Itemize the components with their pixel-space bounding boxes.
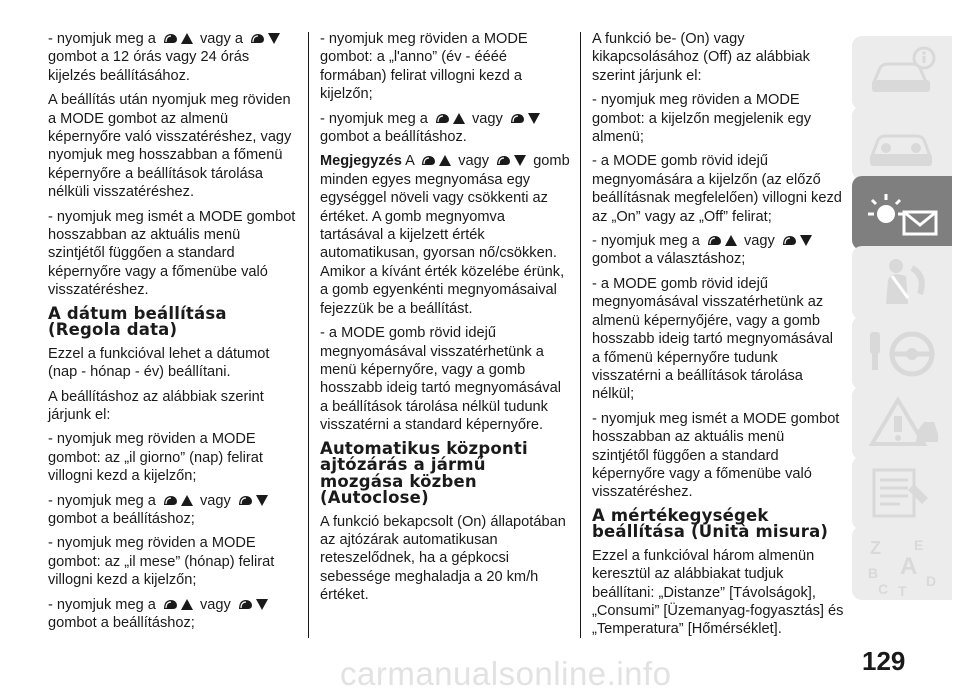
svg-text:D: D bbox=[926, 573, 937, 589]
tab-steering-wheel[interactable] bbox=[852, 316, 952, 390]
text: - nyomjuk meg a bbox=[48, 31, 156, 47]
text: vagy bbox=[744, 233, 775, 250]
svg-text:E: E bbox=[914, 537, 924, 553]
paragraph: A beállításhoz az alábbiak szerint járjunk el: bbox=[48, 388, 264, 423]
up-button-icon bbox=[161, 30, 195, 46]
paragraph bbox=[48, 30, 298, 85]
up-button-icon bbox=[161, 596, 195, 612]
paragraph: A funkció be- (On) vagy kikapcsolásához (Off) az alábbiak szerint járjunk el: bbox=[592, 31, 810, 84]
text: vagy a bbox=[200, 31, 243, 47]
page-number: 129 bbox=[862, 646, 906, 676]
note-label: Megjegyzés bbox=[320, 153, 402, 170]
column-divider bbox=[308, 32, 309, 638]
text: vagy bbox=[472, 110, 503, 127]
roadside-warning-icon bbox=[864, 394, 944, 452]
up-button-icon bbox=[161, 492, 195, 508]
paragraph: - nyomjuk meg ismét a MODE gombot hosszabban az aktuális menü szintjétől függően a standard képernyőre vagy a főmenübe való visszatéréshez. bbox=[48, 208, 296, 299]
svg-text:T: T bbox=[898, 583, 907, 596]
car-info-icon bbox=[864, 44, 944, 102]
text: gombot a beállításhoz; bbox=[48, 614, 195, 631]
down-button-icon bbox=[236, 492, 270, 508]
alphabetical-index-icon bbox=[864, 534, 944, 596]
watermark: carmanualsonline.info bbox=[340, 655, 672, 692]
paragraph bbox=[592, 232, 844, 269]
column-middle bbox=[320, 30, 570, 611]
section-heading: A mértékegységek beállítása (Unità misura) bbox=[592, 505, 829, 542]
down-button-icon bbox=[494, 152, 528, 168]
up-button-icon bbox=[433, 110, 467, 126]
paragraph: Ezzel a funkcióval lehet a dátumot (nap - hónap - év) beállítani. bbox=[48, 345, 270, 381]
svg-text:Z: Z bbox=[870, 538, 881, 558]
up-button-icon bbox=[705, 232, 739, 248]
paragraph: - nyomjuk meg röviden a MODE gombot: a „l'anno” (év - éééé formában) felirat villogni kezd a kijelzőn; bbox=[320, 31, 528, 103]
paragraph bbox=[320, 110, 570, 147]
tab-warning-lights[interactable] bbox=[852, 176, 952, 250]
svg-text:A: A bbox=[900, 553, 918, 580]
text: gomb minden egyes megnyomása egy egységgel növeli vagy csökkenti az értéket. A gomb megnyomva tartásával a kijelzett érték automatikusan, gyorsan nő/csökken. Amikor a kívánt érték közelébe érünk, a gomb egyenkénti megnyomásaival fejezzük be a beállítást. bbox=[320, 153, 570, 317]
svg-text:B: B bbox=[868, 565, 879, 581]
text: vagy bbox=[200, 596, 231, 613]
down-button-icon bbox=[508, 110, 542, 126]
tab-car-dashboard[interactable] bbox=[852, 106, 952, 180]
paragraph: - nyomjuk meg röviden a MODE gombot: a kijelzőn megjelenik egy almenü; bbox=[592, 92, 812, 146]
paragraph: A funkció bekapcsolt (On) állapotában az ajtózárak automatikusan reteszelődnek, ha a gépkocsi sebessége meghaladja a 20 km/h értéket. bbox=[320, 513, 566, 604]
paragraph: - a MODE gomb rövid idejű megnyomására a kijelzőn (az előző beállításnak megfelelően) villogni kezd az „On” vagy az „Off” felirat; bbox=[592, 153, 842, 225]
down-button-icon bbox=[780, 232, 814, 248]
paragraph: - nyomjuk meg röviden a MODE gombot: az „il giorno” (nap) felirat villogni kezd a kijelzőn; bbox=[48, 431, 263, 485]
text: vagy bbox=[458, 153, 490, 170]
tab-index[interactable] bbox=[852, 526, 952, 600]
down-button-icon bbox=[248, 30, 282, 46]
paragraph bbox=[48, 492, 298, 529]
car-dashboard-icon bbox=[864, 114, 944, 172]
warning-lights-icon bbox=[864, 184, 944, 242]
column-divider bbox=[580, 32, 581, 638]
tab-seatbelt-airbag[interactable] bbox=[852, 246, 952, 320]
text: - nyomjuk meg a bbox=[592, 233, 700, 250]
paragraph: - nyomjuk meg röviden a MODE gombot: az „il mese” (hónap) felirat villogni kezd a kijelzőn; bbox=[48, 535, 275, 589]
tab-maintenance[interactable] bbox=[852, 456, 952, 530]
paragraph: Ezzel a funkcióval három almenün keresztül az alábbiakat tudjuk beállítani: „Distanze” [Távolságok], „Consumi” [Üzemanyag-fogyasztás] és „Temperatura” [Hőmérséklet]. bbox=[592, 547, 844, 638]
paragraph: A beállítás után nyomjuk meg röviden a MODE gombot az almenü képernyőre való visszatéréshez, vagy nyomjuk meg hosszabban a főmenü képernyőre a beállítások tárolása nélküli visszatéréshez. bbox=[48, 92, 292, 201]
text: - nyomjuk meg a bbox=[48, 596, 156, 613]
text: A bbox=[405, 153, 415, 170]
paragraph: - nyomjuk meg ismét a MODE gombot hosszabban az aktuális menü szintjétől függően a standard képernyőre vagy a főmenübe való visszatéréshez. bbox=[592, 410, 840, 501]
text: gombot a választáshoz; bbox=[592, 251, 746, 268]
svg-text:C: C bbox=[878, 581, 889, 596]
steering-wheel-icon bbox=[864, 324, 944, 382]
text: - nyomjuk meg a bbox=[320, 110, 428, 127]
text: gombot a 12 órás vagy 24 órás kijelzés beállításához. bbox=[48, 49, 250, 84]
section-heading: A dátum beállítása (Regola data) bbox=[48, 303, 227, 340]
paragraph: - a MODE gomb rövid idejű megnyomásával visszatérhetünk a menü képernyőre, vagy a gomb hosszabb ideig tartó megnyomásával a beállítások tárolása nélkül tudunk visszatérni a standard képernyőre. bbox=[320, 325, 561, 434]
text: gombot a beállításhoz; bbox=[48, 510, 195, 527]
tab-car-info[interactable] bbox=[852, 36, 952, 110]
note-paragraph bbox=[320, 152, 570, 318]
paragraph bbox=[48, 596, 298, 633]
column-left bbox=[48, 30, 298, 638]
text: gombot a beállításhoz. bbox=[320, 129, 467, 146]
tab-roadside[interactable] bbox=[852, 386, 952, 460]
maintenance-list-icon bbox=[864, 464, 944, 522]
text: vagy bbox=[200, 492, 231, 509]
column-right bbox=[592, 30, 844, 645]
text: - nyomjuk meg a bbox=[48, 492, 156, 509]
down-button-icon bbox=[236, 596, 270, 612]
section-heading: Automatikus központi ajtózárás a jármű mozgása közben (Autoclose) bbox=[320, 438, 528, 508]
up-button-icon bbox=[419, 152, 453, 168]
seatbelt-airbag-icon bbox=[864, 254, 944, 312]
paragraph: - a MODE gomb rövid idejű megnyomásával visszatérhetünk az almenü képernyőjére, vagy a gomb hosszabb ideig tartó megnyomásával a főmenü képernyőre tudunk visszatérni a beállítások tárolása nélkül; bbox=[592, 275, 833, 403]
